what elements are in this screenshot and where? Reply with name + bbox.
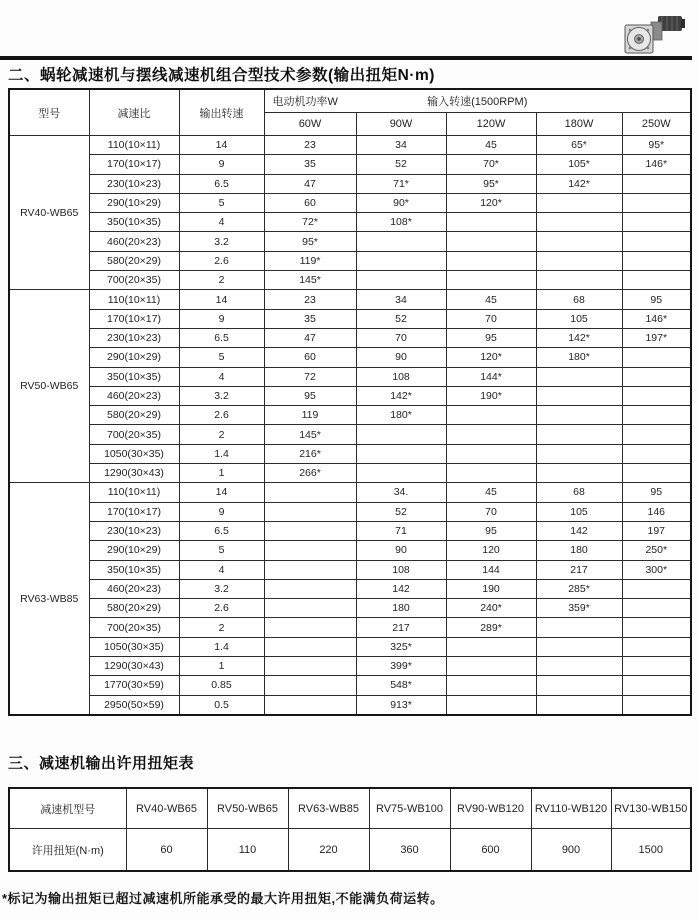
torque-value-cell: 144 <box>446 560 536 579</box>
torque-value-cell <box>622 695 691 715</box>
torque-value-cell: 600 <box>450 829 531 872</box>
output-speed-cell: 0.5 <box>179 695 264 715</box>
torque-value-cell <box>446 657 536 676</box>
spec-header-row-1 <box>9 89 691 113</box>
torque-value-cell: 65* <box>536 136 622 155</box>
torque-model-cell: RV130-WB150 <box>611 788 691 829</box>
ratio-cell: 290(10×29) <box>89 348 179 367</box>
torque-value-cell: 70 <box>446 309 536 328</box>
torque-model-header: 减速机型号 <box>9 788 126 829</box>
model-col-header: 型号 <box>9 89 89 136</box>
ratio-cell: 290(10×29) <box>89 193 179 212</box>
torque-value-cell: 60 <box>126 829 207 872</box>
torque-value-cell <box>356 464 446 483</box>
torque-value-cell: 1500 <box>611 829 691 872</box>
torque-value-cell <box>622 657 691 676</box>
ratio-cell: 1050(30×35) <box>89 637 179 656</box>
torque-value-cell: 142* <box>536 328 622 347</box>
torque-model-cell: RV90-WB120 <box>450 788 531 829</box>
spec-row <box>9 328 691 347</box>
spec-row <box>9 444 691 463</box>
torque-value-cell: 72* <box>264 213 356 232</box>
output-speed-cell: 14 <box>179 483 264 502</box>
torque-value-cell: 250* <box>622 541 691 560</box>
spec-row <box>9 348 691 367</box>
output-speed-cell: 3.2 <box>179 232 264 251</box>
ratio-cell: 460(20×23) <box>89 386 179 405</box>
header-rule <box>0 56 692 60</box>
torque-value-cell: 266* <box>264 464 356 483</box>
spec-row <box>9 406 691 425</box>
ratio-cell: 580(20×29) <box>89 251 179 270</box>
torque-value-cell <box>622 444 691 463</box>
torque-value-cell: 216* <box>264 444 356 463</box>
power-col-header: 120W <box>446 113 536 136</box>
spec-row <box>9 232 691 251</box>
output-speed-cell: 2.6 <box>179 406 264 425</box>
spec-row <box>9 290 691 309</box>
torque-value-cell <box>536 193 622 212</box>
torque-value-cell: 146* <box>622 155 691 174</box>
torque-model-cell: RV110-WB120 <box>531 788 611 829</box>
torque-value-cell <box>264 637 356 656</box>
torque-value-cell: 71* <box>356 174 446 193</box>
torque-value-cell <box>622 618 691 637</box>
torque-value-cell: 180* <box>536 348 622 367</box>
spec-row <box>9 541 691 560</box>
torque-value-cell: 360 <box>369 829 450 872</box>
torque-value-cell: 52 <box>356 155 446 174</box>
torque-value-cell <box>536 386 622 405</box>
torque-value-cell: 108* <box>356 213 446 232</box>
power-input-header-cell <box>264 89 691 113</box>
output-speed-cell: 4 <box>179 213 264 232</box>
torque-value-cell: 913* <box>356 695 446 715</box>
torque-value-cell <box>264 676 356 695</box>
ratio-cell: 230(10×23) <box>89 174 179 193</box>
ratio-cell: 170(10×17) <box>89 502 179 521</box>
ratio-cell: 700(20×35) <box>89 271 179 290</box>
torque-value-cell: 142* <box>536 174 622 193</box>
output-speed-cell: 6.5 <box>179 328 264 347</box>
torque-value-cell <box>264 560 356 579</box>
spec-row <box>9 618 691 637</box>
torque-value-cell: 142* <box>356 386 446 405</box>
power-col-header: 250W <box>622 113 691 136</box>
torque-value-cell <box>536 425 622 444</box>
torque-value-cell <box>536 406 622 425</box>
torque-value-cell: 45 <box>446 483 536 502</box>
spec-row <box>9 309 691 328</box>
ratio-cell: 580(20×29) <box>89 406 179 425</box>
torque-value-cell <box>264 695 356 715</box>
torque-value-cell: 190 <box>446 579 536 598</box>
torque-value-cell: 105 <box>536 309 622 328</box>
output-speed-cell: 2 <box>179 425 264 444</box>
torque-value-cell <box>446 425 536 444</box>
torque-value-cell: 180 <box>536 541 622 560</box>
output-speed-cell: 6.5 <box>179 174 264 193</box>
torque-value-cell <box>536 464 622 483</box>
torque-table <box>8 787 692 872</box>
torque-value-cell: 52 <box>356 309 446 328</box>
torque-value-cell <box>622 174 691 193</box>
motor-power-label: 电动机功率W <box>272 96 338 108</box>
torque-value-cell: 35 <box>264 309 356 328</box>
torque-value-cell <box>536 695 622 715</box>
torque-value-cell <box>264 541 356 560</box>
torque-value-cell: 180 <box>356 599 446 618</box>
output-speed-cell: 3.2 <box>179 579 264 598</box>
torque-value-cell: 90 <box>356 348 446 367</box>
output-speed-cell: 1 <box>179 657 264 676</box>
torque-value-cell <box>446 271 536 290</box>
torque-value-cell <box>536 444 622 463</box>
torque-value-cell: 95 <box>446 328 536 347</box>
ratio-cell: 350(10×35) <box>89 213 179 232</box>
torque-value-cell: 325* <box>356 637 446 656</box>
reducer-photo <box>618 12 688 58</box>
torque-value-cell: 60 <box>264 348 356 367</box>
torque-value-cell <box>536 251 622 270</box>
torque-value-cell: 105 <box>536 502 622 521</box>
output-speed-cell: 14 <box>179 290 264 309</box>
torque-value-cell: 70* <box>446 155 536 174</box>
torque-value-cell: 120 <box>446 541 536 560</box>
torque-value-cell: 300* <box>622 560 691 579</box>
torque-value-cell <box>264 618 356 637</box>
torque-value-cell <box>446 676 536 695</box>
ratio-cell: 460(20×23) <box>89 579 179 598</box>
torque-value-cell <box>356 444 446 463</box>
ratio-cell: 110(10×11) <box>89 290 179 309</box>
torque-value-cell: 95 <box>622 483 691 502</box>
torque-value-cell <box>446 232 536 251</box>
ratio-cell: 170(10×17) <box>89 155 179 174</box>
torque-value-cell <box>264 657 356 676</box>
torque-value-cell: 34 <box>356 290 446 309</box>
torque-value-cell: 548* <box>356 676 446 695</box>
ratio-cell: 350(10×35) <box>89 560 179 579</box>
torque-value-cell: 95* <box>622 136 691 155</box>
output-speed-cell: 5 <box>179 193 264 212</box>
torque-value-cell: 35 <box>264 155 356 174</box>
torque-value-cell <box>622 348 691 367</box>
torque-value-cell: 110 <box>207 829 288 872</box>
torque-value-cell <box>264 483 356 502</box>
spec-row <box>9 174 691 193</box>
torque-value-cell <box>622 406 691 425</box>
output-speed-cell: 2.6 <box>179 599 264 618</box>
torque-value-cell <box>536 232 622 251</box>
ratio-cell: 580(20×29) <box>89 599 179 618</box>
torque-value-cell: 47 <box>264 174 356 193</box>
torque-value-cell <box>356 425 446 444</box>
torque-value-cell <box>446 444 536 463</box>
output-speed-cell: 9 <box>179 502 264 521</box>
ratio-cell: 1290(30×43) <box>89 657 179 676</box>
torque-value-cell <box>536 271 622 290</box>
output-speed-cell: 9 <box>179 309 264 328</box>
torque-value-cell <box>622 599 691 618</box>
torque-value-cell: 217 <box>356 618 446 637</box>
torque-value-cell: 240* <box>446 599 536 618</box>
torque-value-cell: 145* <box>264 271 356 290</box>
torque-value-cell: 70 <box>356 328 446 347</box>
torque-value-cell <box>536 618 622 637</box>
torque-value-cell: 90 <box>356 541 446 560</box>
ratio-col-header: 减速比 <box>89 89 179 136</box>
torque-model-cell: RV63-WB85 <box>288 788 369 829</box>
torque-model-cell: RV50-WB65 <box>207 788 288 829</box>
output-speed-cell: 4 <box>179 367 264 386</box>
spec-row <box>9 251 691 270</box>
torque-value-cell <box>622 676 691 695</box>
model-cell: RV63-WB85 <box>9 483 89 715</box>
torque-value-cell: 190* <box>446 386 536 405</box>
torque-value-cell <box>446 213 536 232</box>
output-speed-cell: 3.2 <box>179 386 264 405</box>
torque-value-cell: 52 <box>356 502 446 521</box>
torque-value-cell: 120* <box>446 348 536 367</box>
torque-value-cell <box>536 676 622 695</box>
output-speed-cell: 2.6 <box>179 251 264 270</box>
torque-value-cell: 108 <box>356 560 446 579</box>
torque-value-cell: 71 <box>356 521 446 540</box>
ratio-cell: 230(10×23) <box>89 521 179 540</box>
ratio-cell: 700(20×35) <box>89 425 179 444</box>
torque-value-cell: 197 <box>622 521 691 540</box>
spec-row <box>9 213 691 232</box>
torque-model-cell: RV40-WB65 <box>126 788 207 829</box>
torque-value-cell <box>622 464 691 483</box>
output-speed-cell: 9 <box>179 155 264 174</box>
ratio-cell: 1050(30×35) <box>89 444 179 463</box>
spec-row <box>9 155 691 174</box>
torque-value-cell: 68 <box>536 290 622 309</box>
torque-value-cell: 142 <box>356 579 446 598</box>
torque-value-cell: 180* <box>356 406 446 425</box>
torque-value-cell <box>622 193 691 212</box>
ratio-cell: 350(10×35) <box>89 367 179 386</box>
torque-value-cell: 900 <box>531 829 611 872</box>
torque-value-cell <box>536 213 622 232</box>
torque-value-cell: 95 <box>264 386 356 405</box>
torque-value-cell <box>446 464 536 483</box>
torque-value-cell: 95* <box>446 174 536 193</box>
model-cell: RV40-WB65 <box>9 136 89 290</box>
torque-value-cell: 145* <box>264 425 356 444</box>
output-speed-cell: 6.5 <box>179 521 264 540</box>
torque-value-cell: 45 <box>446 290 536 309</box>
torque-value-cell <box>264 502 356 521</box>
torque-value-cell: 95 <box>622 290 691 309</box>
ratio-cell: 290(10×29) <box>89 541 179 560</box>
ratio-cell: 2950(50×59) <box>89 695 179 715</box>
torque-value-cell <box>622 637 691 656</box>
torque-value-cell <box>622 425 691 444</box>
ratio-cell: 1770(30×59) <box>89 676 179 695</box>
torque-value-cell: 70 <box>446 502 536 521</box>
spec-row <box>9 425 691 444</box>
torque-value-cell: 120* <box>446 193 536 212</box>
ratio-cell: 700(20×35) <box>89 618 179 637</box>
torque-value-cell <box>622 251 691 270</box>
torque-value-cell <box>536 367 622 386</box>
torque-value-cell: 34 <box>356 136 446 155</box>
ratio-cell: 110(10×11) <box>89 483 179 502</box>
spec-table <box>8 88 692 716</box>
torque-value-cell: 285* <box>536 579 622 598</box>
output-speed-cell: 1.4 <box>179 444 264 463</box>
spec-row <box>9 695 691 715</box>
spec-row <box>9 637 691 656</box>
spec-row <box>9 521 691 540</box>
torque-value-cell <box>536 657 622 676</box>
torque-value-cell: 144* <box>446 367 536 386</box>
torque-row-label: 许用扭矩(N·m) <box>9 829 126 872</box>
spec-row <box>9 657 691 676</box>
output-speed-cell: 4 <box>179 560 264 579</box>
torque-value-cell: 217 <box>536 560 622 579</box>
power-col-header: 180W <box>536 113 622 136</box>
output-speed-cell: 14 <box>179 136 264 155</box>
ratio-cell: 230(10×23) <box>89 328 179 347</box>
torque-value-cell <box>622 232 691 251</box>
input-speed-label: 输入转速(1500RPM) <box>427 96 528 108</box>
torque-value-cell: 23 <box>264 136 356 155</box>
torque-value-cell <box>622 579 691 598</box>
torque-value-cell: 119* <box>264 251 356 270</box>
torque-value-cell <box>622 271 691 290</box>
torque-value-cell <box>622 367 691 386</box>
output-speed-cell: 1.4 <box>179 637 264 656</box>
spec-row <box>9 579 691 598</box>
section2-title: 二、蜗轮减速机与摆线减速机组合型技术参数(输出扭矩N·m) <box>8 67 435 84</box>
spec-row <box>9 464 691 483</box>
spec-row <box>9 599 691 618</box>
spec-row <box>9 367 691 386</box>
torque-value-cell: 72 <box>264 367 356 386</box>
torque-value-cell: 359* <box>536 599 622 618</box>
torque-value-row <box>9 829 691 872</box>
output-speed-cell: 2 <box>179 271 264 290</box>
torque-value-cell <box>446 695 536 715</box>
spec-row <box>9 193 691 212</box>
spec-row <box>9 560 691 579</box>
torque-value-cell: 289* <box>446 618 536 637</box>
torque-value-cell: 60 <box>264 193 356 212</box>
torque-value-cell <box>536 637 622 656</box>
torque-value-cell <box>356 232 446 251</box>
torque-value-cell <box>356 251 446 270</box>
torque-value-cell <box>622 213 691 232</box>
output-speed-cell: 0.85 <box>179 676 264 695</box>
model-cell: RV50-WB65 <box>9 290 89 483</box>
torque-value-cell: 197* <box>622 328 691 347</box>
ratio-cell: 460(20×23) <box>89 232 179 251</box>
spec-table-body <box>9 136 691 715</box>
spec-row <box>9 676 691 695</box>
torque-value-cell: 90* <box>356 193 446 212</box>
torque-value-cell <box>264 599 356 618</box>
spec-row <box>9 271 691 290</box>
torque-value-cell: 399* <box>356 657 446 676</box>
spec-row <box>9 483 691 502</box>
torque-value-cell <box>446 251 536 270</box>
torque-value-cell: 146 <box>622 502 691 521</box>
torque-value-cell <box>356 271 446 290</box>
ratio-cell: 110(10×11) <box>89 136 179 155</box>
output-speed-cell: 5 <box>179 348 264 367</box>
torque-value-cell: 119 <box>264 406 356 425</box>
output-speed-cell: 2 <box>179 618 264 637</box>
torque-value-cell: 108 <box>356 367 446 386</box>
torque-value-cell <box>264 579 356 598</box>
torque-value-cell: 95* <box>264 232 356 251</box>
ratio-cell: 1290(30×43) <box>89 464 179 483</box>
torque-value-cell <box>446 406 536 425</box>
torque-model-cell: RV75-WB100 <box>369 788 450 829</box>
spec-row <box>9 502 691 521</box>
torque-value-cell <box>622 386 691 405</box>
torque-value-cell <box>264 521 356 540</box>
power-col-header: 90W <box>356 113 446 136</box>
torque-value-cell: 34. <box>356 483 446 502</box>
torque-value-cell: 146* <box>622 309 691 328</box>
torque-value-cell: 23 <box>264 290 356 309</box>
torque-value-cell: 47 <box>264 328 356 347</box>
power-col-header: 60W <box>264 113 356 136</box>
torque-value-cell: 45 <box>446 136 536 155</box>
torque-header-row <box>9 788 691 829</box>
footnote: *标记为输出扭矩已超过减速机所能承受的最大许用扭矩,不能满负荷运转。 <box>2 891 444 906</box>
torque-value-cell: 220 <box>288 829 369 872</box>
torque-value-cell: 105* <box>536 155 622 174</box>
torque-value-cell: 142 <box>536 521 622 540</box>
torque-value-cell: 95 <box>446 521 536 540</box>
output-speed-col-header: 输出转速 <box>179 89 264 136</box>
spec-row <box>9 386 691 405</box>
spec-row <box>9 136 691 155</box>
section3-title: 三、减速机输出许用扭矩表 <box>8 755 195 772</box>
torque-value-cell <box>446 637 536 656</box>
output-speed-cell: 1 <box>179 464 264 483</box>
worm-gearmotor-icon <box>618 12 688 58</box>
output-speed-cell: 5 <box>179 541 264 560</box>
torque-value-cell: 68 <box>536 483 622 502</box>
ratio-cell: 170(10×17) <box>89 309 179 328</box>
